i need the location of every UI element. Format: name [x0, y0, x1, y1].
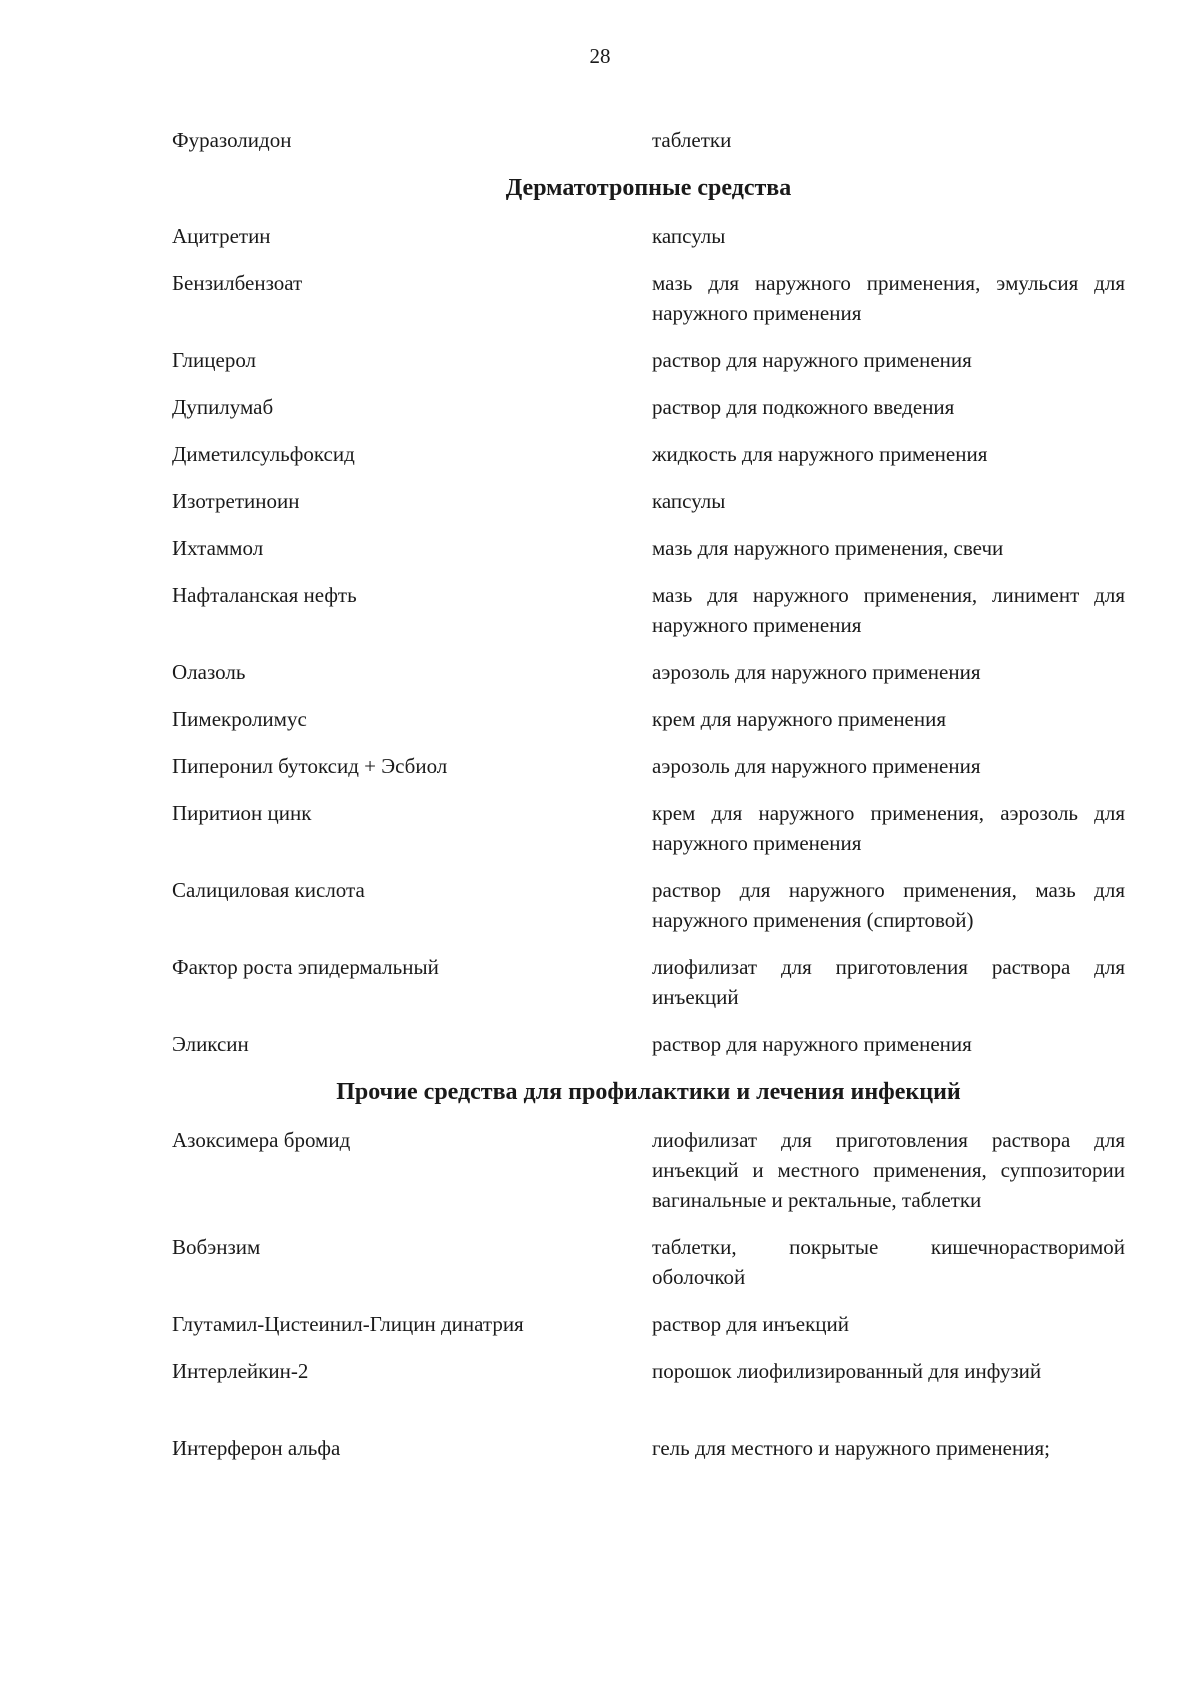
drug-name: Салициловая кислота — [172, 878, 365, 902]
drug-row — [172, 1029, 1125, 1059]
dosage-form: гель для местного и наружного применения; — [652, 1436, 1050, 1460]
dosage-form: таблетки, покрытые кишечнорастворимой оболочкой — [652, 1235, 1125, 1289]
dosage-form: лиофилизат для приготовления раствора для инъекций и местного применения, суппозитории вагинальные и ректальные, таблетки — [652, 1128, 1125, 1212]
drug-name: Пимекролимус — [172, 707, 307, 731]
drug-name: Бензилбензоат — [172, 271, 303, 295]
drug-name: Фуразолидон — [172, 128, 292, 152]
dosage-form: аэрозоль для наружного применения — [652, 754, 981, 778]
dosage-form: раствор для наружного применения, мазь для наружного применения (спиртовой) — [652, 878, 1125, 932]
drug-row — [172, 221, 1125, 251]
dosage-form: раствор для инъекций — [652, 1312, 849, 1336]
dosage-form: капсулы — [652, 224, 726, 248]
dosage-form: раствор для подкожного введения — [652, 395, 955, 419]
drug-row — [172, 1125, 1125, 1215]
drug-row — [172, 1356, 1125, 1386]
dosage-form: раствор для наружного применения — [652, 348, 972, 372]
section-heading: Дерматотропные средства — [505, 175, 792, 201]
drug-row — [172, 875, 1125, 935]
drug-name: Нафталанская нефть — [172, 583, 357, 607]
dosage-form: мазь для наружного применения, свечи — [652, 536, 1004, 560]
drug-name: Пиритион цинк — [172, 801, 312, 825]
drug-name: Ацитретин — [172, 224, 271, 248]
drug-name: Азоксимера бромид — [172, 1128, 351, 1152]
drug-name: Ихтаммол — [172, 536, 264, 560]
drug-name: Олазоль — [172, 660, 246, 684]
drug-row — [172, 657, 1125, 687]
drug-name: Глицерол — [172, 348, 257, 372]
dosage-form: таблетки — [652, 128, 732, 152]
drug-row — [172, 392, 1125, 422]
dosage-form: жидкость для наружного применения — [652, 442, 988, 466]
drug-row — [172, 952, 1125, 1012]
dosage-form: раствор для наружного применения — [652, 1032, 972, 1056]
drug-row — [172, 268, 1125, 328]
drug-name: Интерлейкин-2 — [172, 1359, 309, 1383]
dosage-form: мазь для наружного применения, эмульсия для наружного применения — [652, 271, 1125, 325]
drug-name: Эликсин — [172, 1032, 249, 1056]
drug-name: Изотретиноин — [172, 489, 300, 513]
drug-name: Дупилумаб — [172, 395, 274, 419]
dosage-form: лиофилизат для приготовления раствора для инъекций — [652, 955, 1125, 1009]
drug-name: Пиперонил бутоксид + Эсбиол — [172, 754, 448, 778]
drug-row — [172, 1309, 1125, 1339]
drug-row — [172, 125, 1125, 155]
dosage-form: крем для наружного применения, аэрозоль для наружного применения — [652, 801, 1125, 855]
drug-row — [172, 439, 1125, 469]
drug-row — [172, 798, 1125, 858]
drug-name: Интерферон альфа — [172, 1436, 341, 1460]
dosage-form: крем для наружного применения — [652, 707, 947, 731]
drug-name: Фактор роста эпидермальный — [172, 955, 439, 979]
drug-row — [172, 580, 1125, 640]
drug-row — [172, 1232, 1125, 1292]
drug-name: Глутамил-Цистеинил-Глицин динатрия — [172, 1312, 524, 1336]
drug-row — [172, 486, 1125, 516]
drug-list — [172, 125, 1125, 1463]
drug-row — [172, 533, 1125, 563]
dosage-form: аэрозоль для наружного применения — [652, 660, 981, 684]
dosage-form: порошок лиофилизированный для инфузий — [652, 1359, 1042, 1383]
drug-row — [172, 1433, 1125, 1463]
drug-row — [172, 751, 1125, 781]
drug-name: Диметилсульфоксид — [172, 442, 355, 466]
drug-name: Вобэнзим — [172, 1235, 261, 1259]
dosage-form: мазь для наружного применения, линимент для наружного применения — [652, 583, 1125, 637]
drug-row — [172, 345, 1125, 375]
drug-row — [172, 704, 1125, 734]
page-number: 28 — [589, 44, 611, 68]
section-heading: Прочие средства для профилактики и лечения инфекций — [336, 1079, 961, 1105]
dosage-form: капсулы — [652, 489, 726, 513]
